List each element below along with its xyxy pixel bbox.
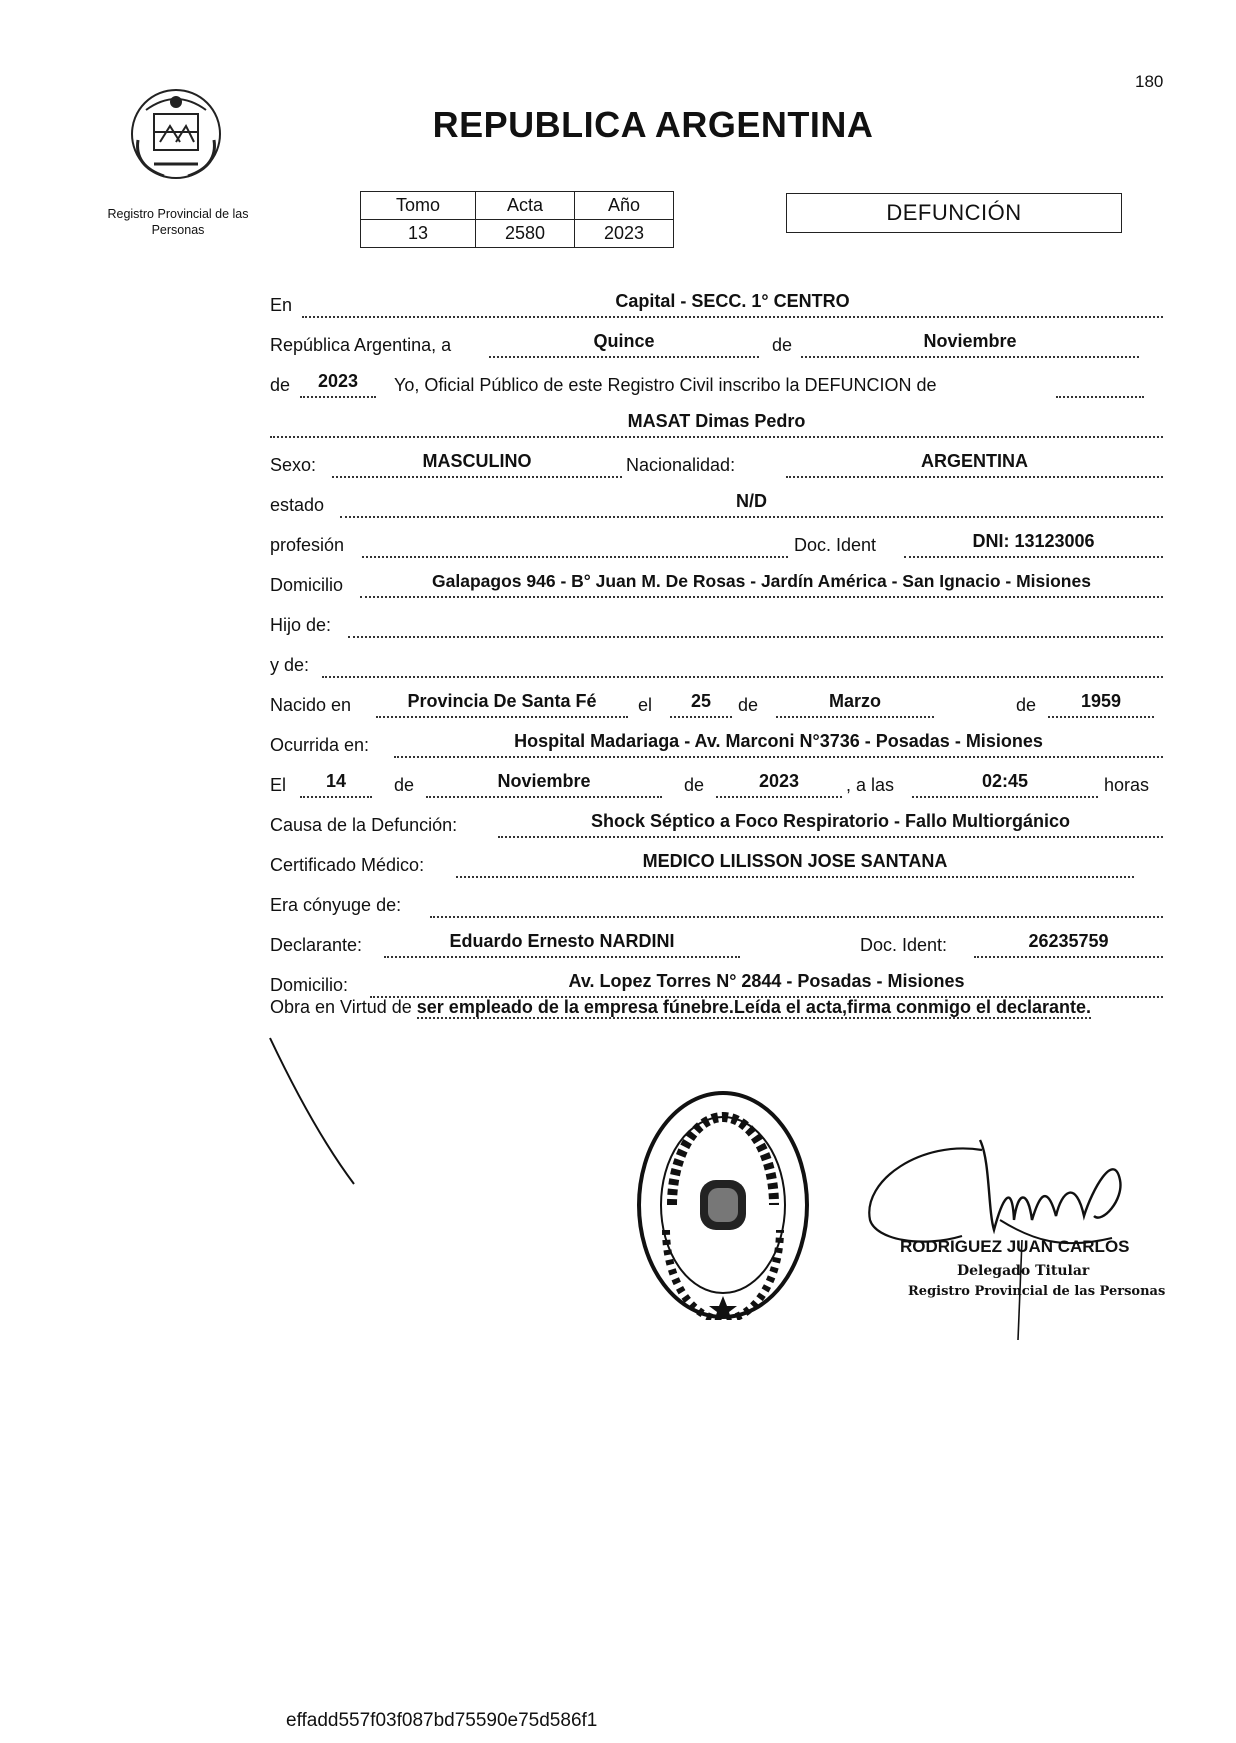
republica-label: República Argentina, a [270,335,452,355]
table-cell-anio: 2023 [575,220,674,248]
row-profesion [270,528,1163,558]
table-header-acta: Acta [476,192,575,220]
ocurrida-field: Hospital Madariaga - Av. Marconi N°3736 - Posadas - Misiones [394,728,1163,758]
nac-de-label: de [738,695,759,715]
page-title: REPUBLICA ARGENTINA [432,104,874,145]
def-de-label: de [394,775,415,795]
causa-label: Causa de la Defunción: [270,815,458,835]
nac-el-label: el [638,695,653,715]
hijo-field [348,608,1163,638]
declarante-field: Eduardo Ernesto NARDINI [384,928,740,958]
row-republica [270,328,1163,358]
horas-label: horas [1104,775,1150,795]
def-mes-field: Noviembre [426,768,662,798]
row-declarante [270,928,1163,958]
en-label: En [270,295,293,315]
en-field: Capital - SECC. 1° CENTRO [302,288,1163,318]
domicilio-field: Galapagos 946 - B° Juan M. De Rosas - Jardín América - San Ignacio - Misiones [360,568,1163,598]
official-office: Registro Provincial de las Personas [908,1284,1166,1299]
nacionalidad-field: ARGENTINA [786,448,1163,478]
row-ocurrida [270,728,1163,758]
record-type-box: DEFUNCIÓN [786,193,1122,233]
row-conyuge [270,888,1163,918]
decl-doc-field: 26235759 [974,928,1163,958]
page-number: 180 [1135,72,1164,91]
row-anio [270,368,1163,398]
handwritten-signature [862,1120,1172,1340]
nac-dia-field: 25 [670,688,732,718]
official-role: Delegado Titular [957,1263,1090,1279]
row-estado [270,488,1163,518]
certificado-label: Certificado Médico: [270,855,425,875]
def-de2-label: de [684,775,705,795]
sexo-field: MASCULINO [332,448,622,478]
row-hijo [270,608,1163,638]
inscribo-text: Yo, Oficial Público de este Registro Civil inscribo la DEFUNCION de [394,375,937,395]
obra-label: Obra en Virtud de [270,997,412,1017]
yde-field [322,648,1163,678]
table-header-anio: Año [575,192,674,220]
row-nacido [270,688,1163,718]
doc-ident-label: Doc. Ident [794,535,877,555]
nacionalidad-label: Nacionalidad: [626,455,736,475]
dia-field: Quince [489,328,759,358]
nac-mes-field: Marzo [776,688,934,718]
def-anio-field: 2023 [716,768,842,798]
row-en [270,288,1163,318]
causa-field: Shock Séptico a Foco Respiratorio - Fallo Multiorgánico [498,808,1163,838]
obra-field: ser empleado de la empresa fúnebre.Leída el acta,firma conmigo el declarante. [416,997,1092,1017]
def-el-label: El [270,775,287,795]
declarante-label: Declarante: [270,935,363,955]
obra-en-virtud [270,994,1163,1020]
table-header-tomo: Tomo [361,192,476,220]
row-domicilio [270,568,1163,598]
def-dia-field: 14 [300,768,372,798]
decl-doc-label: Doc. Ident: [860,935,948,955]
de2-label: de [270,375,291,395]
registry-label: Registro Provincial de las Personas [107,207,249,237]
de-label: de [772,335,793,355]
nombre-field: MASAT Dimas Pedro [270,408,1163,438]
mes-field: Noviembre [801,328,1139,358]
row-yde [270,648,1163,678]
sexo-label: Sexo: [270,455,317,475]
domicilio-label: Domicilio [270,575,344,595]
decl-domicilio-label: Domicilio: [270,975,349,995]
table-cell-acta: 2580 [476,220,575,248]
hijo-label: Hijo de: [270,615,332,635]
yde-label: y de: [270,655,310,675]
def-hora-field: 02:45 [912,768,1098,798]
nac-de2-label: de [1016,695,1037,715]
official-name: RODRIGUEZ JUAN CARLOS [900,1237,1130,1256]
row-fecha-defuncion [270,768,1163,798]
profesion-label: profesión [270,535,345,555]
official-seal-icon [636,1090,810,1320]
conyuge-field [430,888,1163,918]
nacido-lugar-field: Provincia De Santa Fé [376,688,628,718]
document-hash: effadd557f03f087bd75590e75d586f1 [286,1710,598,1731]
row-nombre [270,408,1163,438]
record-reference-table [360,191,674,248]
decl-domicilio-field: Av. Lopez Torres N° 2844 - Posadas - Misiones [370,968,1163,998]
nac-anio-field: 1959 [1048,688,1154,718]
ocurrida-label: Ocurrida en: [270,735,370,755]
inscribo-trailing-field [1056,368,1144,398]
alas-label: , a las [846,775,895,795]
conyuge-label: Era cónyuge de: [270,895,402,915]
profesion-field [362,528,788,558]
table-cell-tomo: 13 [361,220,476,248]
anio-field: 2023 [300,368,376,398]
row-sexo [270,448,1163,478]
row-certificado [270,848,1163,878]
estado-label: estado [270,495,325,515]
estado-field: N/D [340,488,1163,518]
pen-stroke-icon [268,1036,358,1186]
row-causa [270,808,1163,838]
nacido-label: Nacido en [270,695,352,715]
doc-ident-field: DNI: 13123006 [904,528,1163,558]
certificado-field: MEDICO LILISSON JOSE SANTANA [456,848,1134,878]
